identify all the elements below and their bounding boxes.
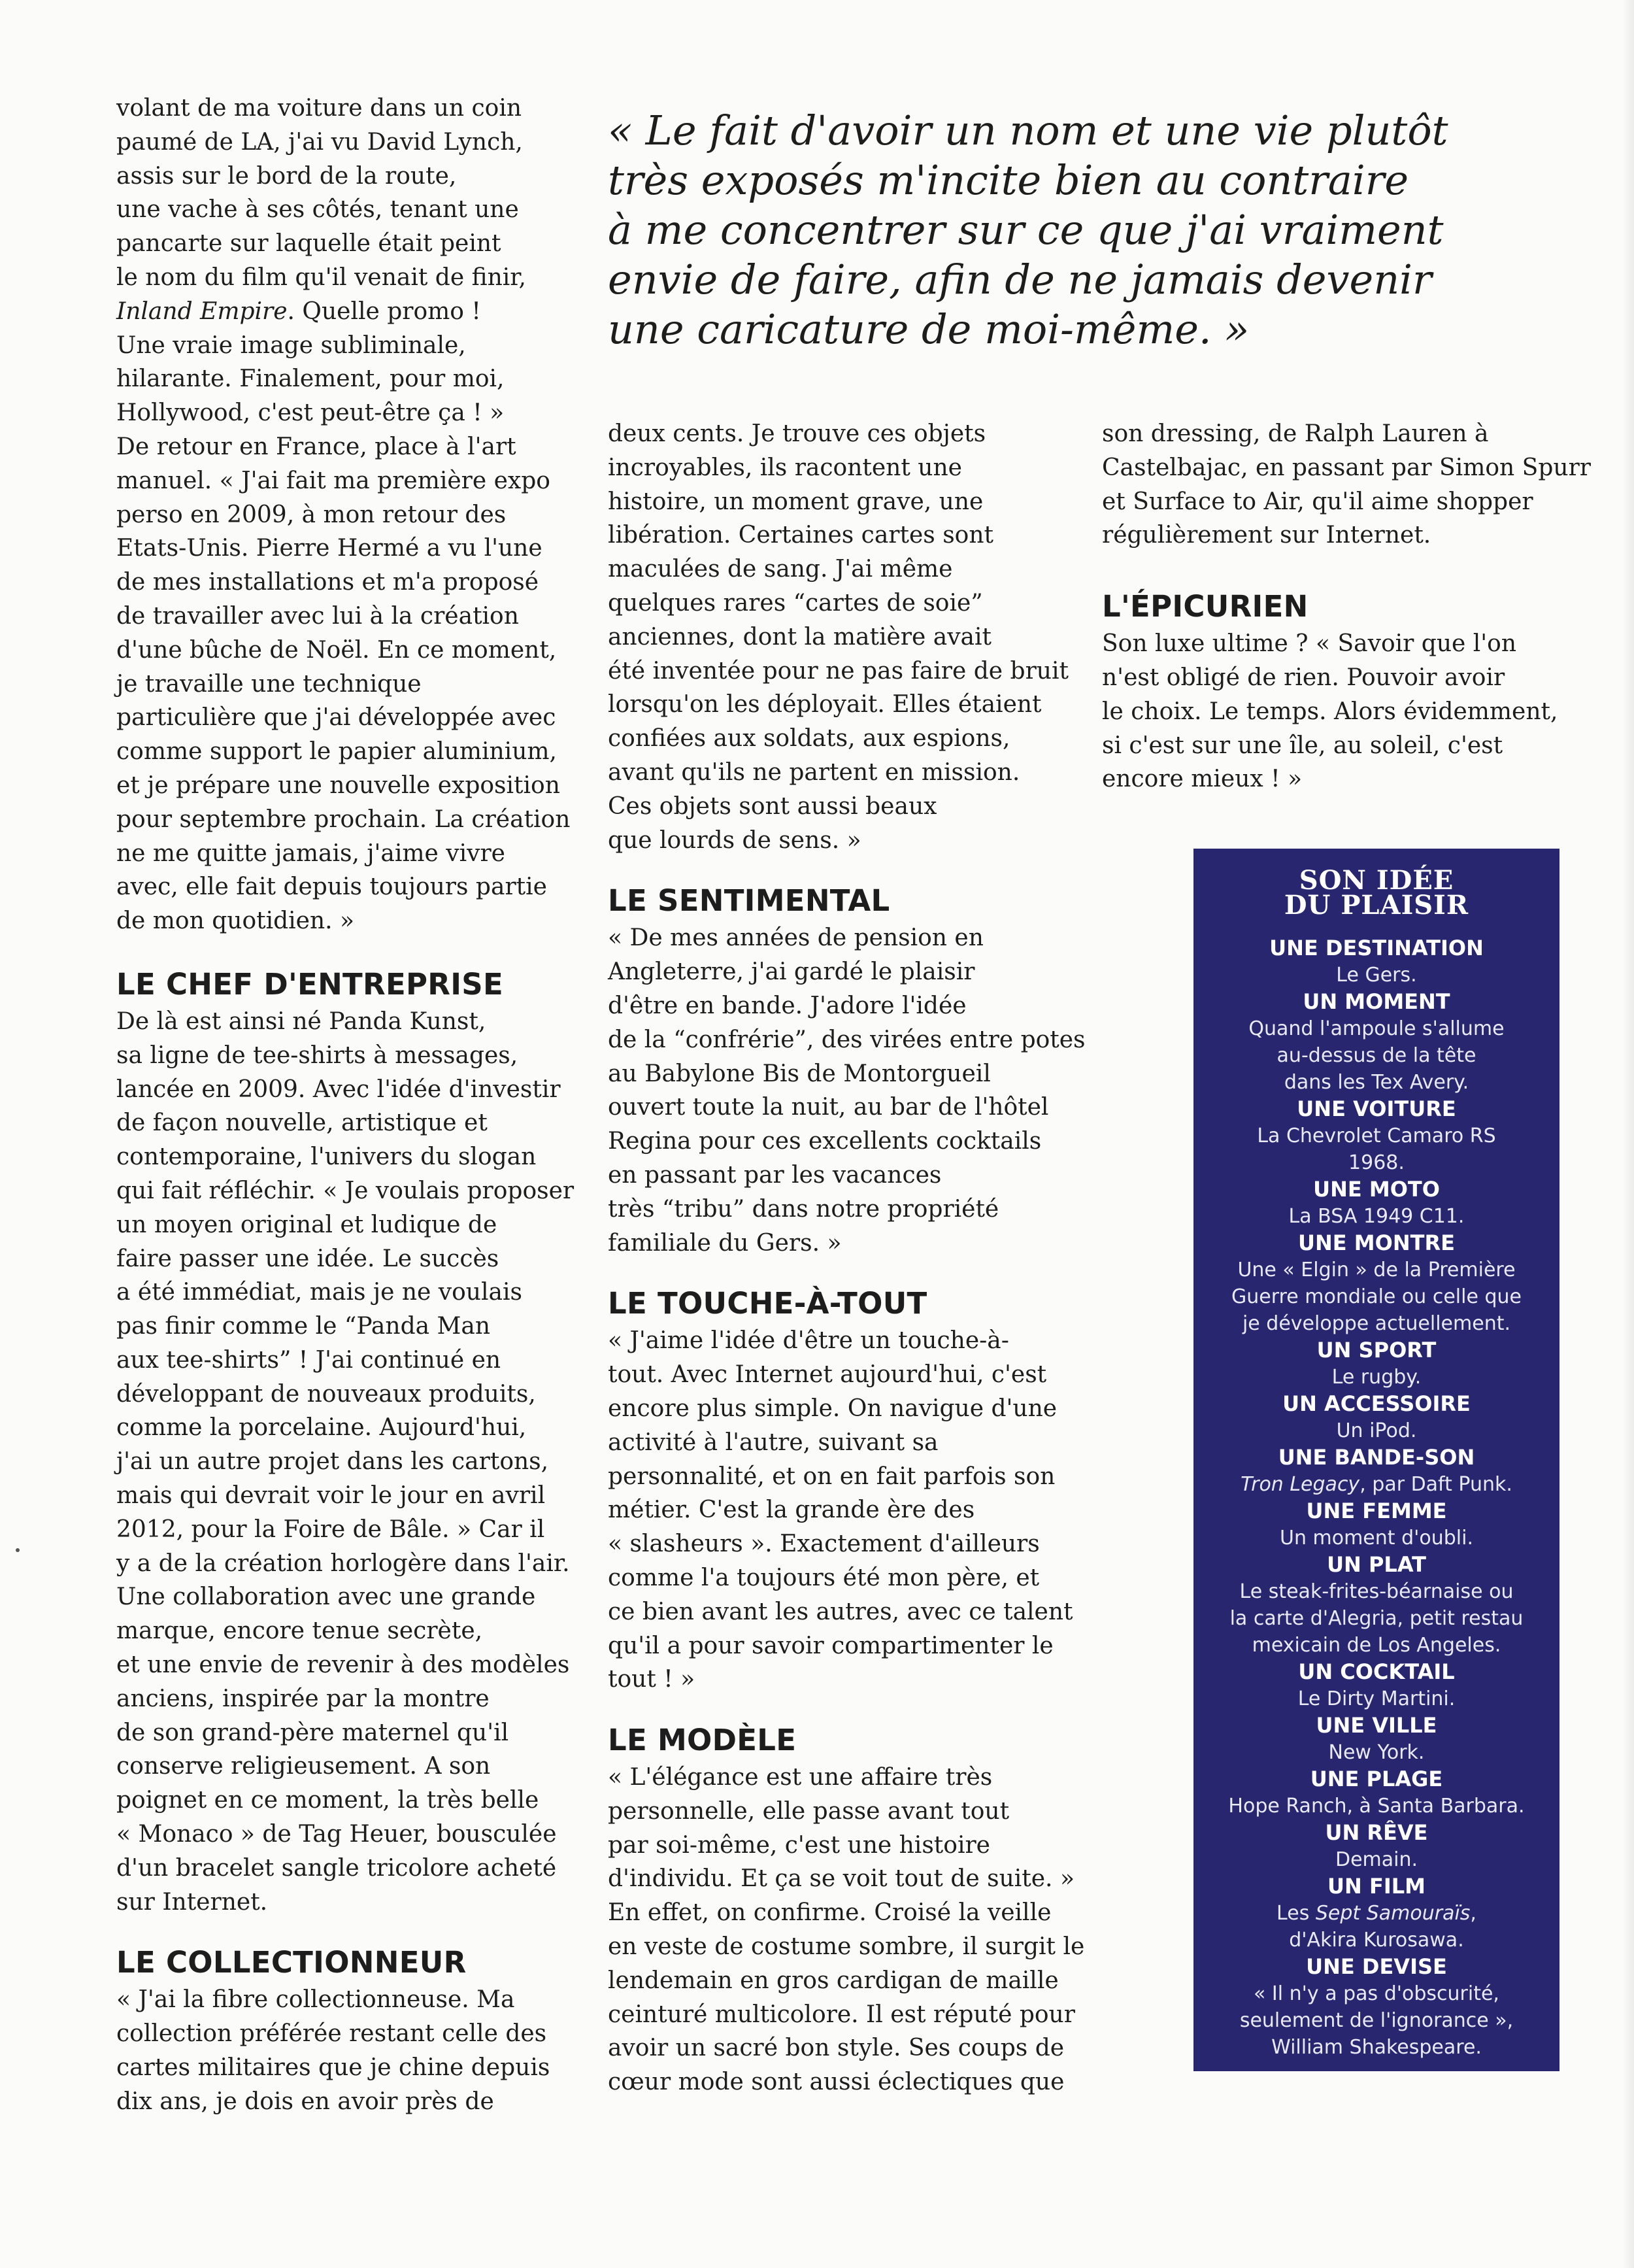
text-line: dix ans, je dois en avoir près de	[116, 2088, 494, 2115]
text-line: métier. C'est la grande ère des	[608, 1497, 975, 1524]
text-line: quelques rares “cartes de soie”	[608, 589, 983, 617]
text-line: Inland Empire. Quelle promo !	[116, 297, 481, 325]
text-line: de travailler avec lui à la création	[116, 602, 519, 630]
text-line: collection préférée restant celle des	[116, 2020, 547, 2048]
text-line: particulière que j'ai développée avec	[116, 704, 556, 732]
text-line: « slasheurs ». Exactement d'ailleurs	[608, 1531, 1040, 1558]
text-line: ce bien avant les autres, avec ce talent	[608, 1598, 1073, 1625]
text-line: anciens, inspirée par la montre	[116, 1685, 490, 1712]
text-line: encore plus simple. On navigue d'une	[608, 1395, 1058, 1422]
text-line: au Babylone Bis de Montorgueil	[608, 1060, 991, 1087]
text-line: Hollywood, c'est peut-être ça ! »	[116, 399, 505, 427]
heading-collectionneur: LE COLLECTIONNEUR	[116, 1945, 467, 1980]
text-line: j'ai un autre projet dans les cartons,	[116, 1448, 549, 1476]
heading-chef-entreprise: LE CHEF D'ENTREPRISE	[116, 966, 504, 1002]
text-line: lendemain en gros cardigan de maille	[608, 1967, 1059, 1994]
text-line: marque, encore tenue secrète,	[116, 1617, 483, 1645]
text-line: Son luxe ultime ? « Savoir que l'on	[1102, 630, 1517, 658]
text-line: pas finir comme le “Panda Man	[116, 1313, 491, 1340]
text-line: comme la porcelaine. Aujourd'hui,	[116, 1414, 527, 1442]
text-line: familiale du Gers. »	[608, 1229, 842, 1257]
text-line: avoir un sacré bon style. Ses coups de	[608, 2035, 1065, 2062]
text-line: Regina pour ces excellents cocktails	[608, 1128, 1042, 1155]
column-1	[116, 92, 587, 2119]
sidebar-entry-value: d'Akira Kurosawa.	[1289, 1929, 1464, 1952]
text-line: confiées aux soldats, aux espions,	[608, 725, 1010, 753]
sidebar-entry-value: Le rugby.	[1331, 1366, 1422, 1389]
section-touche-a-tout-text	[608, 1324, 1085, 1697]
text-line: a été immédiat, mais je ne voulais	[116, 1279, 522, 1306]
pull-quote	[608, 106, 1484, 354]
text-line: je travaille une technique	[116, 670, 422, 698]
sidebar-entry-value: Quand l'ampoule s'allume	[1248, 1017, 1505, 1040]
text-line: lancée en 2009. Avec l'idée d'investir	[116, 1075, 561, 1103]
text-line: histoire, un moment grave, une	[608, 488, 984, 515]
sidebar-entry-value: La Chevrolet Camaro RS	[1257, 1125, 1496, 1147]
text-line: très “tribu” dans notre propriété	[608, 1195, 999, 1223]
sidebar-entry-value: Hope Ranch, à Santa Barbara.	[1228, 1795, 1525, 1818]
sidebar-entry-value: Un moment d'oubli.	[1280, 1527, 1473, 1549]
text-line: en veste de costume sombre, il surgit le	[608, 1933, 1085, 1961]
sidebar-entry-value: Tron Legacy, par Daft Punk.	[1241, 1473, 1512, 1496]
sidebar-entry-label: UNE MONTRE	[1298, 1230, 1455, 1255]
text-line: deux cents. Je trouve ces objets	[608, 420, 986, 447]
text-line: ceinturé multicolore. Il est réputé pour	[608, 2001, 1075, 2028]
sidebar-entry-value: « Il n'y a pas d'obscurité,	[1254, 1982, 1499, 2005]
text-line: anciennes, dont la matière avait	[608, 623, 992, 651]
text-line: ouvert toute la nuit, au bar de l'hôtel	[608, 1094, 1049, 1121]
sidebar-entry-label: UN PLAT	[1327, 1552, 1426, 1577]
text-line: contemporaine, l'univers du slogan	[116, 1143, 537, 1171]
text-line: développant de nouveaux produits,	[116, 1380, 536, 1408]
text-line: hilarante. Finalement, pour moi,	[116, 365, 505, 393]
text-line: Etats-Unis. Pierre Hermé a vu l'une	[116, 535, 542, 562]
text-line: personnalité, et on en fait parfois son	[608, 1463, 1056, 1490]
sidebar-entry-label: UNE FEMME	[1306, 1498, 1447, 1523]
text-line: libération. Certaines cartes sont	[608, 522, 994, 549]
text-line: avant qu'ils ne partent en mission.	[608, 758, 1020, 786]
sidebar-entry-value: Une « Elgin » de la Première	[1237, 1259, 1516, 1281]
sidebar-entry-value: Demain.	[1335, 1848, 1418, 1871]
text-line: d'individu. Et ça se voit tout de suite. »	[608, 1865, 1075, 1893]
sidebar-entry-label: UN MOMENT	[1303, 989, 1450, 1014]
text-line: volant de ma voiture dans un coin	[116, 95, 522, 122]
sidebar-entry-label: UN SPORT	[1316, 1338, 1437, 1362]
sidebar-entry-value: Un iPod.	[1336, 1419, 1417, 1442]
text-line: 2012, pour la Foire de Bâle. » Car il	[116, 1515, 545, 1543]
text-line: De retour en France, place à l'art	[116, 433, 516, 460]
sidebar-entry-label: UNE VOITURE	[1297, 1096, 1456, 1121]
pull-quote-line: très exposés m'incite bien au contraire	[608, 156, 1409, 204]
text-line: cœur mode sont aussi éclectiques que	[608, 2069, 1065, 2096]
sidebar-entry-value: Le steak-frites-béarnaise ou	[1239, 1580, 1514, 1603]
text-line: assis sur le bord de la route,	[116, 162, 457, 190]
text-line: son dressing, de Ralph Lauren à	[1102, 420, 1489, 447]
column-2	[608, 417, 1085, 2099]
sidebar-entry-value: mexicain de Los Angeles.	[1252, 1634, 1501, 1657]
sidebar-entry-value: Les Sept Samouraïs,	[1276, 1902, 1476, 1925]
text-line: de son grand-père maternel qu'il	[116, 1719, 509, 1746]
text-line: « J'ai la fibre collectionneuse. Ma	[116, 1986, 515, 2014]
text-line: de façon nouvelle, artistique et	[116, 1109, 488, 1137]
text-line: d'un bracelet sangle tricolore acheté	[116, 1854, 557, 1882]
text-line: Une vraie image subliminale,	[116, 331, 466, 359]
sidebar-entry-label: UNE DESTINATION	[1269, 936, 1484, 960]
text-line: n'est obligé de rien. Pouvoir avoir	[1102, 664, 1505, 691]
text-line: le nom du film qu'il venait de finir,	[116, 263, 526, 291]
sidebar-entry-value: dans les Tex Avery.	[1284, 1071, 1469, 1094]
text-line: de la “confrérie”, des virées entre potes	[608, 1026, 1086, 1053]
text-line: « De mes années de pension en	[608, 924, 984, 952]
text-line: aux tee-shirts” ! J'ai continué en	[116, 1346, 501, 1374]
text-line: une vache à ses côtés, tenant une	[116, 196, 519, 224]
text-line: faire passer une idée. Le succès	[116, 1245, 499, 1272]
sidebar-entry-value: je développe actuellement.	[1242, 1312, 1511, 1335]
sidebar-title-line: DU PLAISIR	[1284, 890, 1469, 921]
text-line: sur Internet.	[116, 1888, 268, 1916]
heading-modele: LE MODÈLE	[608, 1723, 797, 1758]
text-line: « L'élégance est une affaire très	[608, 1764, 993, 1791]
text-line: avec, elle fait depuis toujours partie	[116, 873, 547, 901]
text-line: manuel. « J'ai fait ma première expo	[116, 467, 550, 494]
sidebar-entry-value: au-dessus de la tête	[1276, 1044, 1476, 1067]
pull-quote-line: à me concentrer sur ce que j'ai vraiment	[608, 206, 1444, 254]
text-line: mais qui devrait voir le jour en avril	[116, 1482, 546, 1510]
text-line: « J'aime l'idée d'être un touche-à-	[608, 1327, 1009, 1355]
text-line: y a de la création horlogère dans l'air.	[116, 1549, 570, 1577]
sidebar-son-idee-du-plaisir	[1193, 849, 1559, 2071]
sidebar-title	[1193, 865, 1559, 921]
text-line: poignet en ce moment, la très belle	[116, 1787, 539, 1814]
text-line: En effet, on confirme. Croisé la veille	[608, 1899, 1052, 1927]
text-line: pour septembre prochain. La création	[116, 805, 571, 833]
text-line: pancarte sur laquelle était peint	[116, 230, 501, 258]
text-line: par soi-même, c'est une histoire	[608, 1831, 990, 1859]
text-line: ne me quitte jamais, j'aime vivre	[116, 839, 505, 867]
text-line: de mon quotidien. »	[116, 907, 355, 935]
sidebar-entries	[1193, 935, 1559, 2061]
text-line: « Monaco » de Tag Heuer, bousculée	[116, 1821, 557, 1848]
page-edge-shadow	[1622, 0, 1634, 2268]
text-line: cartes militaires que je chine depuis	[116, 2054, 550, 2082]
section-collectionneur-text	[116, 1983, 587, 2118]
column-3	[1102, 417, 1591, 796]
text-line: d'une bûche de Noël. En ce moment,	[116, 636, 557, 664]
text-line: perso en 2009, à mon retour des	[116, 501, 507, 528]
text-line: activité à l'autre, suivant sa	[608, 1429, 939, 1456]
text-line: lorsqu'on les déployait. Elles étaient	[608, 691, 1042, 719]
text-line: tout. Avec Internet aujourd'hui, c'est	[608, 1361, 1047, 1389]
sidebar-entry-value: Le Dirty Martini.	[1297, 1687, 1456, 1710]
column-3-intro	[1102, 417, 1591, 552]
text-line: été inventée pour ne pas faire de bruit	[608, 657, 1069, 685]
text-line: comme l'a toujours été mon père, et	[608, 1564, 1040, 1591]
text-line: tout ! »	[608, 1666, 695, 1693]
section-sentimental-text	[608, 921, 1085, 1260]
text-line: d'être en bande. J'adore l'idée	[608, 992, 967, 1019]
text-line: personnelle, elle passe avant tout	[608, 1797, 1010, 1825]
text-line: qui fait réfléchir. « Je voulais proposer	[116, 1177, 575, 1204]
text-line: et une envie de revenir à des modèles	[116, 1651, 570, 1679]
sidebar-entry-label: UN RÊVE	[1325, 1820, 1428, 1845]
text-line: en passant par les vacances	[608, 1161, 942, 1189]
text-line: conserve religieusement. A son	[116, 1753, 491, 1780]
text-line: le choix. Le temps. Alors évidemment,	[1102, 698, 1558, 725]
section-chef-entreprise-text	[116, 1005, 587, 1920]
sidebar-entry-label: UN ACCESSOIRE	[1282, 1391, 1471, 1416]
sidebar-entry-label: UN FILM	[1327, 1874, 1426, 1899]
sidebar-entry-label: UNE VILLE	[1316, 1713, 1437, 1738]
text-line: que lourds de sens. »	[608, 826, 861, 854]
print-speck	[16, 1548, 20, 1552]
text-line: un moyen original et ludique de	[116, 1211, 497, 1238]
text-line: encore mieux ! »	[1102, 766, 1303, 793]
heading-epicurien: L'ÉPICURIEN	[1102, 589, 1309, 624]
section-modele-text	[608, 1761, 1085, 2099]
sidebar-entry-value: William Shakespeare.	[1271, 2036, 1482, 2059]
text-line: et je prépare une nouvelle exposition	[116, 771, 560, 799]
sidebar-entry-value: Le Gers.	[1336, 964, 1417, 987]
text-line: paumé de LA, j'ai vu David Lynch,	[116, 128, 523, 156]
sidebar-entry-value: seulement de l'ignorance »,	[1239, 2009, 1514, 2032]
column-2-intro	[608, 417, 1085, 857]
sidebar-entry-label: UN COCKTAIL	[1298, 1659, 1455, 1684]
pull-quote-line: envie de faire, afin de ne jamais devenir	[608, 256, 1432, 303]
sidebar-entry-value: Guerre mondiale ou celle que	[1231, 1285, 1522, 1308]
pull-quote-line: « Le fait d'avoir un nom et une vie plutôt	[608, 107, 1448, 154]
text-line: Castelbajac, en passant par Simon Spurr	[1102, 454, 1591, 481]
sidebar-title-line: SON IDÉE	[1299, 865, 1454, 896]
section-epicurien-text	[1102, 627, 1573, 796]
heading-sentimental: LE SENTIMENTAL	[608, 883, 890, 919]
sidebar-entry-label: UNE DEVISE	[1306, 1954, 1447, 1979]
sidebar-entry-value: la carte d'Alegria, petit restau	[1229, 1607, 1524, 1630]
text-line: Une collaboration avec une grande	[116, 1583, 536, 1611]
text-line: régulièrement sur Internet.	[1102, 522, 1431, 549]
sidebar-entry-value: La BSA 1949 C11.	[1288, 1205, 1465, 1228]
text-line: maculées de sang. J'ai même	[608, 556, 953, 583]
text-line: De là est ainsi né Panda Kunst,	[116, 1007, 486, 1035]
sidebar-entry-value: 1968.	[1348, 1151, 1405, 1174]
text-line: Ces objets sont aussi beaux	[608, 792, 937, 820]
column-1-intro	[116, 92, 587, 938]
text-line: et Surface to Air, qu'il aime shopper	[1102, 488, 1533, 515]
sidebar-entry-label: UNE PLAGE	[1310, 1767, 1443, 1791]
heading-touche-a-tout: LE TOUCHE-À-TOUT	[608, 1286, 927, 1321]
text-line: Angleterre, j'ai gardé le plaisir	[608, 958, 975, 986]
text-line: qu'il a pour savoir compartimenter le	[608, 1632, 1054, 1659]
text-line: si c'est sur une île, au soleil, c'est	[1102, 732, 1503, 759]
text-line: de mes installations et m'a proposé	[116, 569, 539, 596]
pull-quote-line: une caricature de moi-même. »	[608, 305, 1250, 353]
text-line: incroyables, ils racontent une	[608, 454, 962, 481]
sidebar-entry-value: New York.	[1328, 1741, 1425, 1764]
sidebar-entry-label: UNE MOTO	[1313, 1177, 1440, 1202]
sidebar-entry-label: UNE BANDE-SON	[1278, 1445, 1475, 1470]
text-line: comme support le papier aluminium,	[116, 738, 557, 766]
text-line: sa ligne de tee-shirts à messages,	[116, 1041, 518, 1069]
